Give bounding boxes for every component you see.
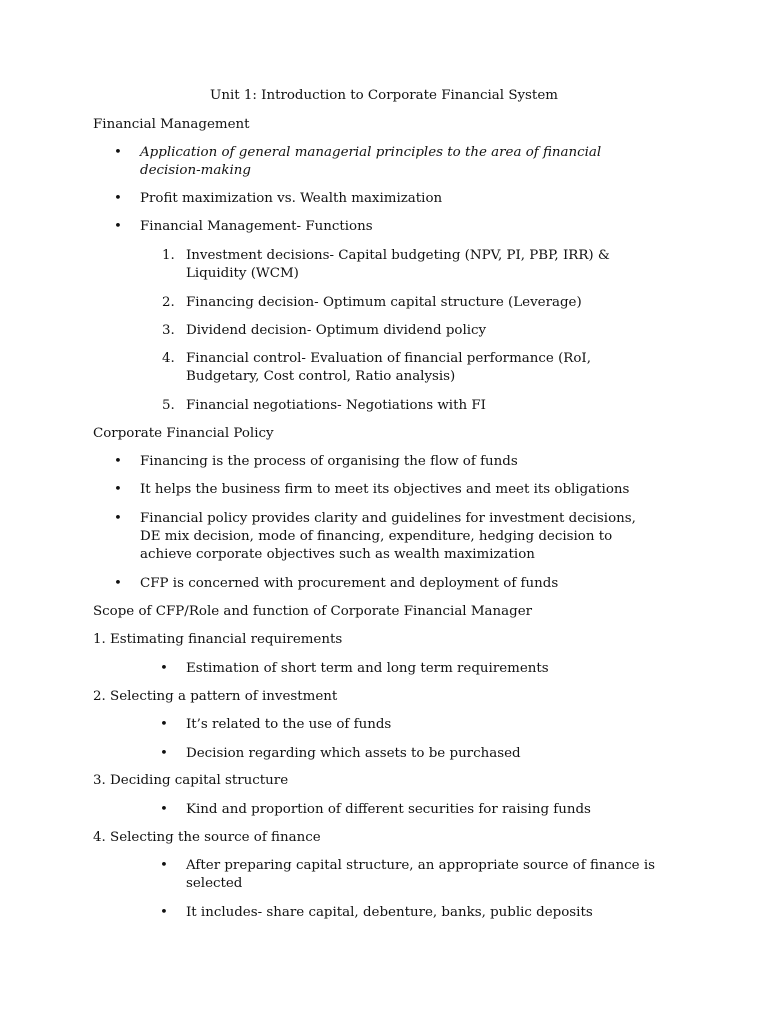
bullet-icon: • <box>114 454 122 469</box>
scope-item-heading: 3. Deciding capital structure <box>93 773 289 788</box>
bullet-icon: • <box>160 858 168 873</box>
list-item: Application of general managerial principles to the area of financial decision-making <box>140 145 602 178</box>
bullet-icon: • <box>114 511 122 526</box>
list-item: Financial policy provides clarity and guidelines for investment decisions, DE mix decision, mode of financing, expenditure, hedging decision to achieve corporate objectives such as wealth maximization <box>140 511 636 562</box>
document-title: Unit 1: Introduction to Corporate Financial System <box>210 88 558 103</box>
bullet-icon: • <box>114 191 122 206</box>
section-heading-scope: Scope of CFP/Role and function of Corporate Financial Manager <box>93 604 533 619</box>
scope-item-heading: 2. Selecting a pattern of investment <box>93 689 338 704</box>
bullet-icon: • <box>114 482 122 497</box>
bullet-icon: • <box>160 802 168 817</box>
list-item: It includes- share capital, debenture, banks, public deposits <box>186 905 593 920</box>
scope-item-heading: 4. Selecting the source of finance <box>93 830 321 845</box>
list-item: CFP is concerned with procurement and deployment of funds <box>140 576 559 591</box>
list-item: Profit maximization vs. Wealth maximization <box>140 191 443 206</box>
list-number: 5. <box>162 398 175 413</box>
section-heading-corporate-financial-policy: Corporate Financial Policy <box>93 426 274 441</box>
bullet-icon: • <box>160 717 168 732</box>
list-item: Kind and proportion of different securities for raising funds <box>186 802 591 817</box>
list-item: It helps the business firm to meet its objectives and meet its obligations <box>140 482 630 497</box>
list-number: 2. <box>162 295 175 310</box>
list-item: Decision regarding which assets to be purchased <box>186 746 521 761</box>
section-heading-financial-management: Financial Management <box>93 117 250 132</box>
bullet-icon: • <box>114 145 122 160</box>
bullet-icon: • <box>160 905 168 920</box>
bullet-icon: • <box>160 661 168 676</box>
bullet-icon: • <box>114 219 122 234</box>
numbered-list-item: Dividend decision- Optimum dividend policy <box>186 323 487 338</box>
numbered-list-item: Financial control- Evaluation of financial performance (RoI, Budgetary, Cost control, Ratio analysis) <box>186 351 591 384</box>
numbered-list-item: Financial negotiations- Negotiations with FI <box>186 398 486 413</box>
list-number: 1. <box>162 248 175 263</box>
numbered-list-item: Financing decision- Optimum capital structure (Leverage) <box>186 295 582 310</box>
list-item: Financing is the process of organising the flow of funds <box>140 454 518 469</box>
numbered-list-item: Investment decisions- Capital budgeting (NPV, PI, PBP, IRR) & Liquidity (WCM) <box>186 248 610 281</box>
list-item: Estimation of short term and long term requirements <box>186 661 549 676</box>
list-item: It’s related to the use of funds <box>186 717 392 732</box>
bullet-icon: • <box>114 576 122 591</box>
list-number: 3. <box>162 323 175 338</box>
bullet-icon: • <box>160 746 168 761</box>
scope-item-heading: 1. Estimating financial requirements <box>93 632 343 647</box>
list-item: After preparing capital structure, an appropriate source of finance is selected <box>186 858 655 891</box>
list-item: Financial Management- Functions <box>140 219 373 234</box>
list-number: 4. <box>162 351 175 366</box>
